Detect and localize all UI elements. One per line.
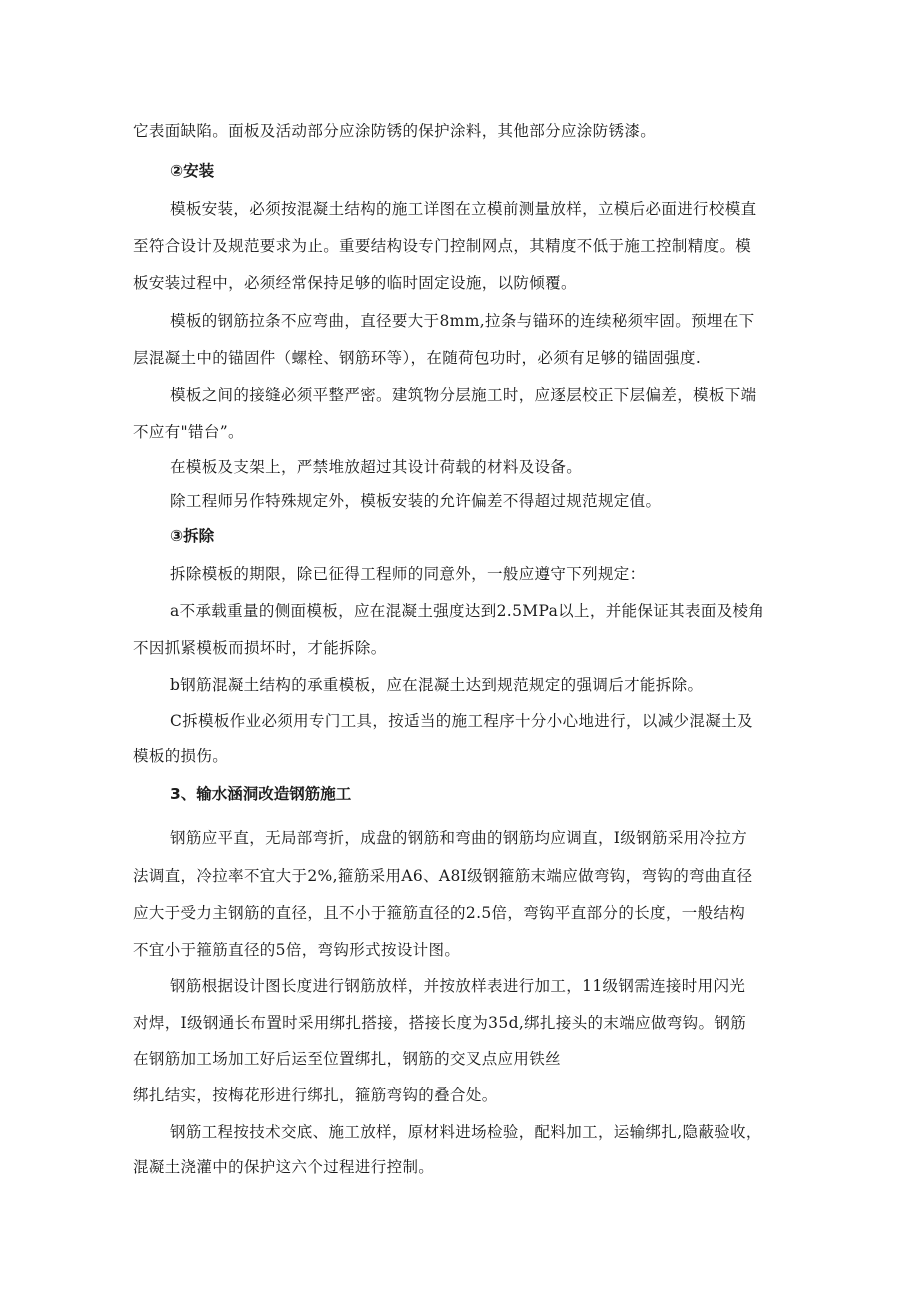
paragraph-line: 钢筋应平直，无局部弯折，成盘的钢筋和弯曲的钢筋均应调直，I级钢筋采用冷拉方 (170, 829, 748, 847)
paragraph-line: 不因抓紧模板而损坏时，才能拆除。 (133, 639, 387, 657)
paragraph-line: 绑扎结实，按梅花形进行绑扎，箍筋弯钩的叠合处。 (133, 1086, 498, 1104)
paragraph-line: 钢筋根据设计图长度进行钢筋放样，并按放样表进行加工，11级钢需连接时用闪光 (170, 977, 746, 995)
paragraph-line: 不应有"错台”。 (133, 423, 244, 441)
paragraph-line: b钢筋混凝土结构的承重模板，应在混凝土达到规范规定的强调后才能拆除。 (170, 676, 704, 694)
paragraph-line: 在模板及支架上，严禁堆放超过其设计荷载的材料及设备。 (170, 458, 583, 476)
section-heading: 3、输水涵洞改造钢筋施工 (170, 785, 352, 803)
paragraph-line: 法调直，冷拉率不宜大于2%,箍筋采用A6、A8I级钢箍筋末端应做弯钩，弯钩的弯曲直径 (133, 867, 753, 885)
paragraph-line: 应大于受力主钢筋的直径，且不小于箍筋直径的2.5倍，弯钩平直部分的长度，一般结构 (133, 904, 746, 922)
paragraph-line: 模板的损伤。 (133, 747, 229, 765)
subheading-remove: ③拆除 (170, 527, 215, 545)
paragraph-line: 除工程师另作特殊规定外，模板安装的允许偏差不得超过规范规定值。 (170, 492, 662, 510)
paragraph-line: 板安装过程中，必须经常保持足够的临时固定设施，以防倾覆。 (133, 274, 577, 292)
paragraph-line: 钢筋工程按技术交底、施工放样，原材料进场检验，配料加工，运输绑扎,隐蔽验收， (170, 1123, 762, 1141)
paragraph-line: 混凝土浇灌中的保护这六个过程进行控制。 (133, 1158, 435, 1176)
paragraph-line: 拆除模板的期限，除已征得工程师的同意外，一般应遵守下列规定： (170, 565, 646, 583)
paragraph-line: 在钢筋加工场加工好后运至位置绑扎，钢筋的交叉点应用铁丝 (133, 1050, 561, 1068)
paragraph-line: 层混凝土中的锚固件（螺栓、钢筋环等），在随荷包功时，必须有足够的锚固强度. (133, 349, 702, 367)
paragraph-line: C拆模板作业必须用专门工具，按适当的施工程序十分小心地进行，以减少混凝土及 (170, 712, 753, 730)
paragraph-line: 对焊，I级钢通长布置时采用绑扎搭接，搭接长度为35d,绑扎接头的末端应做弯钩。钢筋 (133, 1014, 747, 1032)
paragraph-line: 模板之间的接缝必须平整严密。建筑物分层施工时，应逐层校正下层偏差，模板下端 (170, 386, 757, 404)
paragraph-line: a不承载重量的侧面模板，应在混凝土强度达到2.5MPa以上，并能保证其表面及棱角 (170, 602, 765, 620)
paragraph-line: 模板的钢筋拉条不应弯曲，直径要大于8mm,拉条与锚环的连续秘须牢固。预埋在下 (170, 312, 755, 330)
paragraph-line: 至符合设计及规范要求为止。重要结构设专门控制网点，其精度不低于施工控制精度。模 (133, 237, 752, 255)
subheading-install: ②安装 (170, 162, 215, 180)
paragraph-line: 模板安装，必须按混凝土结构的施工详图在立模前测量放样，立模后必面进行校模直 (170, 200, 757, 218)
paragraph-line: 它表面缺陷。面板及活动部分应涂防锈的保护涂料，其他部分应涂防锈漆。 (133, 122, 657, 140)
paragraph-line: 不宜小于箍筋直径的5倍，弯钩形式按设计图。 (133, 941, 461, 959)
